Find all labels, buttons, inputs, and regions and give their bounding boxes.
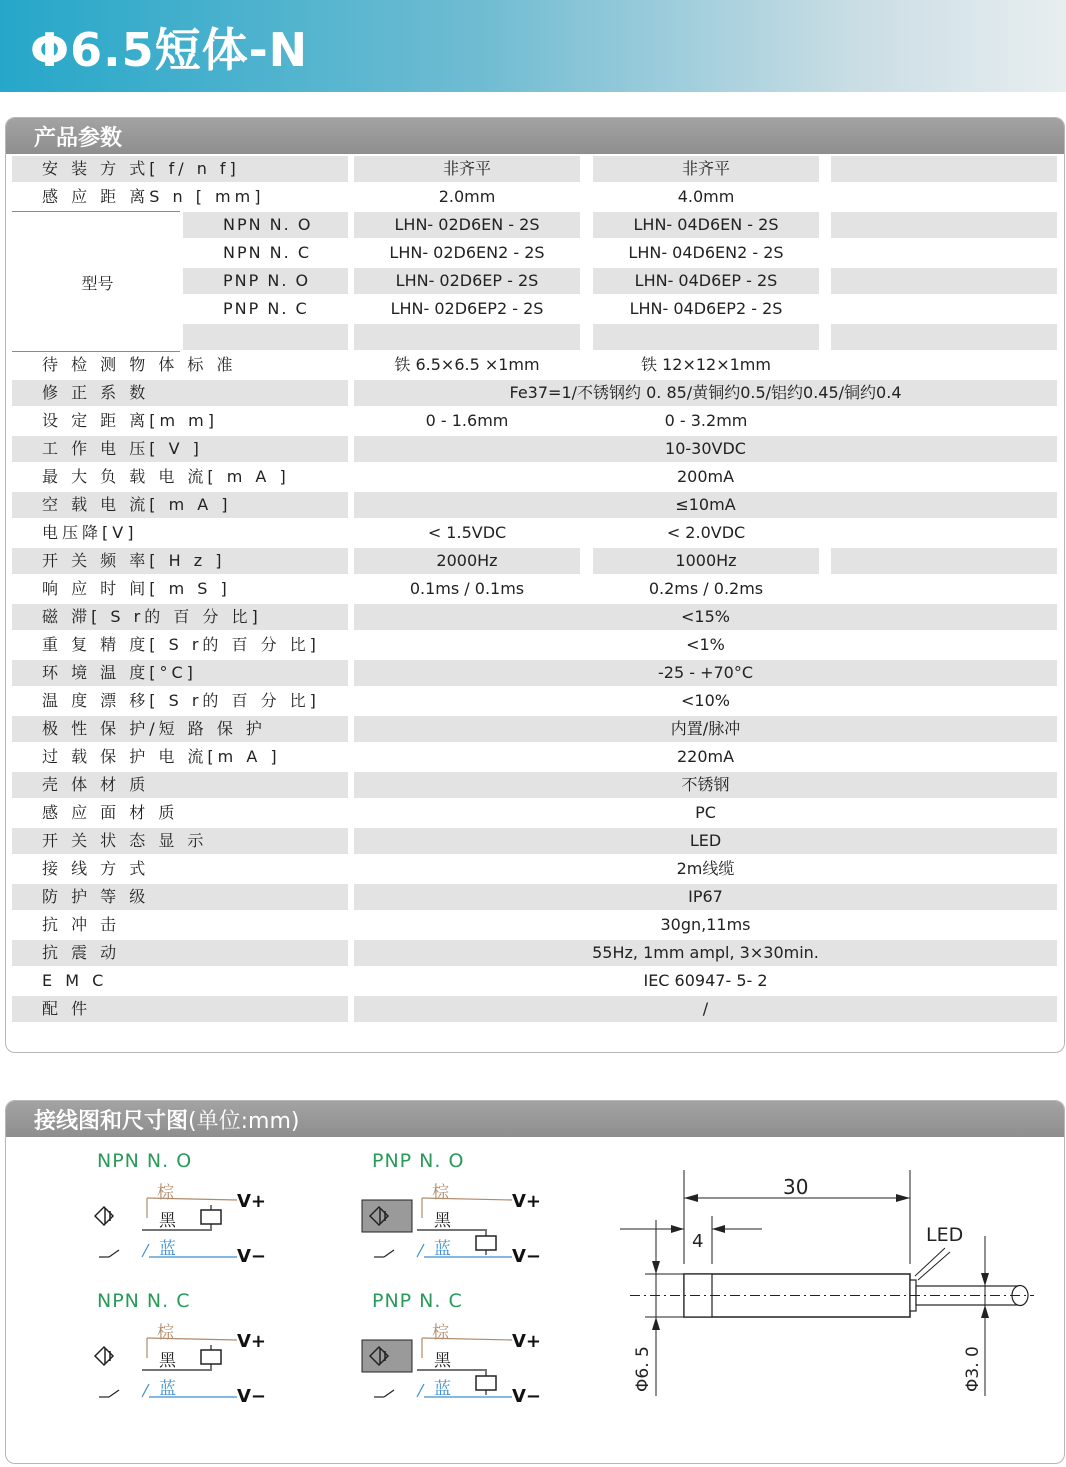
model-type-label: PNP N. O xyxy=(183,268,348,294)
blue-wire-label: 蓝 xyxy=(434,1379,451,1399)
spec-label: 响 应 时 间[ m S ] xyxy=(42,579,231,598)
model-code: LHN- 04D6EP2 - 2S xyxy=(629,299,783,318)
spec-label: 环 境 温 度[°C] xyxy=(12,660,348,686)
spec-value: 220mA xyxy=(676,747,735,766)
model-code-empty xyxy=(831,240,1057,266)
model-row xyxy=(12,323,1057,351)
spec-label: 待 检 测 物 体 标 准 xyxy=(42,355,237,374)
spec-value xyxy=(831,156,1057,182)
vminus-label: V− xyxy=(512,1246,542,1267)
brown-wire-label: 棕 xyxy=(157,1183,174,1203)
vplus-label: V+ xyxy=(512,1191,542,1212)
model-code-empty xyxy=(831,212,1057,238)
spec-panel-header xyxy=(6,118,1064,154)
spec-value: 2m线缆 xyxy=(676,859,735,878)
load-icon xyxy=(201,1210,221,1224)
spec-label: 极 性 保 护/短 路 保 护 xyxy=(12,716,348,742)
spec-row xyxy=(12,939,1057,967)
spec-row xyxy=(12,883,1057,911)
spec-label: E M C xyxy=(42,971,108,990)
blue-wire-label: 蓝 xyxy=(159,1379,176,1399)
spec-label: 安 装 方 式[ f/ n f] xyxy=(12,156,348,182)
model-code: LHN- 02D6EN2 - 2S xyxy=(389,243,545,262)
vminus-label: V− xyxy=(512,1386,542,1407)
spec-label: 最 大 负 载 电 流[ m A ] xyxy=(42,467,290,486)
spec-panel-title: 产品参数 xyxy=(34,126,123,151)
blue-wire xyxy=(142,1384,149,1397)
wiring-panel-header xyxy=(6,1101,1064,1137)
diameter-dimension: Φ6. 5 xyxy=(633,1346,653,1392)
spec-label: 配 件 xyxy=(12,996,348,1022)
spec-row xyxy=(12,183,1057,211)
spec-label: 接 线 方 式 xyxy=(42,859,150,878)
spec-value: -25 - +70°C xyxy=(354,660,1057,686)
spec-value: 非齐平 xyxy=(354,156,580,182)
switch-icon xyxy=(109,1250,119,1257)
load-icon xyxy=(201,1350,221,1364)
spec-row xyxy=(12,351,1057,379)
spec-value: 0.2ms / 0.2ms xyxy=(648,579,764,598)
led-label: LED xyxy=(926,1224,964,1246)
spec-value-empty xyxy=(831,408,1057,434)
spec-label: 设 定 距 离[m m] xyxy=(42,411,219,430)
vminus-label: V− xyxy=(237,1386,267,1407)
black-wire-label: 黑 xyxy=(159,1211,176,1231)
spec-label: 开 关 频 率[ H z ] xyxy=(12,548,348,574)
spec-value: <10% xyxy=(681,691,730,710)
spec-value: 非齐平 xyxy=(593,156,819,182)
spec-value xyxy=(831,184,1057,210)
model-code xyxy=(593,324,819,350)
black-wire-label: 黑 xyxy=(159,1351,176,1371)
spec-value-empty xyxy=(831,520,1057,546)
diagram-title: NPN N. O xyxy=(97,1150,193,1172)
head-dimension: 4 xyxy=(692,1231,704,1252)
spec-label: 空 载 电 流[ m A ] xyxy=(12,492,348,518)
spec-value: 4.0mm xyxy=(677,187,735,206)
spec-row xyxy=(12,715,1057,743)
spec-value: 0.1ms / 0.1ms xyxy=(409,579,525,598)
spec-row xyxy=(12,435,1057,463)
model-code: LHN- 04D6EN2 - 2S xyxy=(628,243,784,262)
spec-value: PC xyxy=(695,803,716,822)
spec-label: 修 正 系 数 xyxy=(12,380,348,406)
spec-label: 电压降[V] xyxy=(42,523,138,542)
spec-row xyxy=(12,491,1057,519)
spec-value: 55Hz, 1mm ampl, 3×30min. xyxy=(354,940,1057,966)
spec-value: <15% xyxy=(354,604,1057,630)
model-type-label: NPN N. O xyxy=(183,212,348,238)
spec-value: 1000Hz xyxy=(593,548,819,574)
spec-value: IP67 xyxy=(354,884,1057,910)
spec-value: 铁 6.5×6.5 ×1mm xyxy=(394,355,540,374)
model-row xyxy=(12,239,1057,267)
page-header xyxy=(0,0,1066,92)
spec-value: IEC 60947- 5- 2 xyxy=(643,971,768,990)
spec-label: 感 应 距 离S n [ mm] xyxy=(42,187,265,206)
spec-row xyxy=(12,911,1057,939)
spec-row xyxy=(12,407,1057,435)
spec-value: < 2.0VDC xyxy=(666,523,746,542)
brown-wire-label: 棕 xyxy=(432,1183,449,1203)
spec-row xyxy=(12,519,1057,547)
spec-label: 开 关 状 态 显 示 xyxy=(12,828,348,854)
spec-label: 抗 震 动 xyxy=(12,940,348,966)
spec-row xyxy=(12,463,1057,491)
model-code: LHN- 04D6EP - 2S xyxy=(593,268,819,294)
cable-diameter-dimension: Φ3. 0 xyxy=(963,1346,983,1392)
model-type-label: PNP N. C xyxy=(223,299,309,318)
model-code xyxy=(354,324,580,350)
spec-label: 抗 冲 击 xyxy=(42,915,121,934)
model-label: 型号 xyxy=(81,274,114,293)
spec-row xyxy=(12,743,1057,771)
spec-row xyxy=(12,687,1057,715)
spec-row xyxy=(12,967,1057,995)
blue-wire-label: 蓝 xyxy=(434,1239,451,1259)
page-title: Φ6.5短体-N xyxy=(30,23,309,77)
brown-wire-label: 棕 xyxy=(432,1323,449,1343)
blue-wire xyxy=(417,1384,424,1397)
black-wire-label: 黑 xyxy=(434,1351,451,1371)
switch-icon xyxy=(384,1390,394,1397)
diagram-title: PNP N. O xyxy=(372,1150,465,1172)
spec-value: LED xyxy=(354,828,1057,854)
spec-label: 壳 体 材 质 xyxy=(12,772,348,798)
diagram-title: PNP N. C xyxy=(372,1290,463,1312)
model-type-label xyxy=(183,324,348,350)
spec-label: 感 应 面 材 质 xyxy=(42,803,179,822)
spec-label: 工 作 电 压[ V ] xyxy=(12,436,348,462)
wiring-panel-unit: (单位:mm) xyxy=(188,1109,300,1134)
spec-row xyxy=(12,575,1057,603)
spec-row xyxy=(12,827,1057,855)
spec-value: 30gn,11ms xyxy=(660,915,751,934)
spec-row xyxy=(12,659,1057,687)
switch-icon xyxy=(109,1390,119,1397)
diagram-title: NPN N. C xyxy=(97,1290,191,1312)
spec-value-empty xyxy=(831,548,1057,574)
led-leader xyxy=(915,1248,945,1276)
blue-wire xyxy=(417,1244,424,1257)
model-code: LHN- 02D6EN - 2S xyxy=(354,212,580,238)
spec-row xyxy=(12,631,1057,659)
spec-value: 0 - 1.6mm xyxy=(425,411,509,430)
wiring-and-dimension-drawing xyxy=(0,1140,1066,1460)
model-row xyxy=(12,211,1057,239)
load-icon xyxy=(476,1376,496,1390)
blue-wire-label: 蓝 xyxy=(159,1239,176,1259)
spec-value-empty xyxy=(831,576,1057,602)
spec-value: 2.0mm xyxy=(438,187,496,206)
spec-row xyxy=(12,855,1057,883)
vplus-label: V+ xyxy=(237,1331,267,1352)
model-code: LHN- 04D6EN - 2S xyxy=(593,212,819,238)
black-wire-label: 黑 xyxy=(434,1211,451,1231)
blue-wire xyxy=(142,1244,149,1257)
spec-value: 铁 12×12×1mm xyxy=(641,355,771,374)
model-code-empty xyxy=(831,324,1057,350)
wiring-panel-title: 接线图和尺寸图 xyxy=(34,1109,189,1134)
spec-value-empty xyxy=(831,352,1057,378)
spec-row xyxy=(12,603,1057,631)
spec-value: 10-30VDC xyxy=(354,436,1057,462)
led-leader xyxy=(918,1252,950,1280)
spec-row xyxy=(12,547,1057,575)
spec-label: 温 度 漂 移[ S r的 百 分 比] xyxy=(42,691,320,710)
model-code: LHN- 02D6EP - 2S xyxy=(354,268,580,294)
model-code-empty xyxy=(831,296,1057,322)
spec-value: 不锈钢 xyxy=(354,772,1057,798)
spec-value: / xyxy=(354,996,1057,1022)
spec-label: 重 复 精 度[ S r的 百 分 比] xyxy=(42,635,320,654)
spec-label: 磁 滞[ S r的 百 分 比] xyxy=(12,604,348,630)
model-type-label: NPN N. C xyxy=(223,243,311,262)
switch-icon xyxy=(384,1250,394,1257)
spec-label: 防 护 等 级 xyxy=(12,884,348,910)
model-row xyxy=(12,295,1057,323)
spec-value: < 1.5VDC xyxy=(427,523,507,542)
spec-value: 内置/脉冲 xyxy=(354,716,1057,742)
spec-row xyxy=(12,771,1057,799)
brown-wire-label: 棕 xyxy=(157,1323,174,1343)
spec-value: Fe37=1/不锈钢约 0. 85/黄铜约0.5/铝约0.45/铜约0.4 xyxy=(354,380,1057,406)
spec-value: 200mA xyxy=(676,467,735,486)
vplus-label: V+ xyxy=(512,1331,542,1352)
spec-value: 2000Hz xyxy=(354,548,580,574)
spec-value: ≤10mA xyxy=(354,492,1057,518)
load-icon xyxy=(476,1236,496,1250)
vplus-label: V+ xyxy=(237,1191,267,1212)
spec-row xyxy=(12,379,1057,407)
length-dimension: 30 xyxy=(783,1175,809,1199)
model-code-empty xyxy=(831,268,1057,294)
spec-row xyxy=(12,995,1057,1023)
spec-value: <1% xyxy=(686,635,725,654)
spec-row xyxy=(12,799,1057,827)
vminus-label: V− xyxy=(237,1246,267,1267)
model-code: LHN- 02D6EP2 - 2S xyxy=(390,299,544,318)
spec-row xyxy=(12,155,1057,183)
spec-value: 0 - 3.2mm xyxy=(664,411,748,430)
spec-label: 过 载 保 护 电 流[m A ] xyxy=(42,747,281,766)
